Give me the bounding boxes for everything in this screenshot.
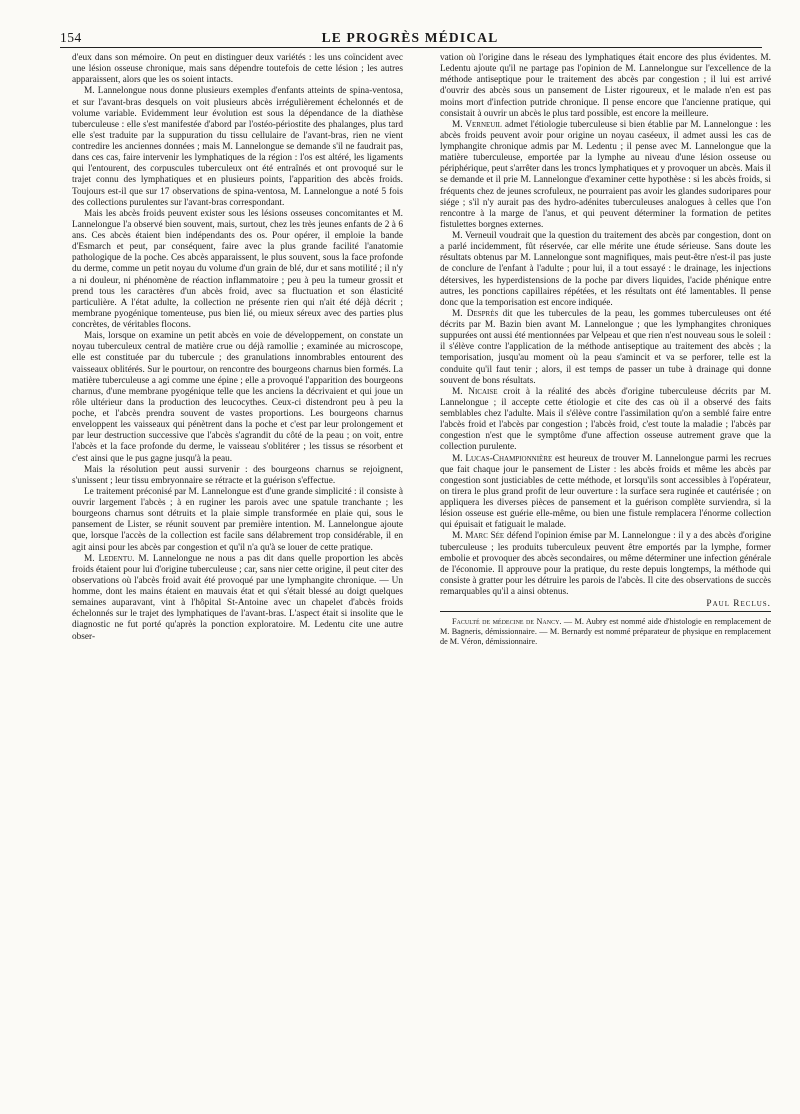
paragraph-p3 (72, 209, 403, 331)
paragraph-r2 (440, 120, 771, 231)
right-column (440, 53, 771, 610)
paragraph-text: Mais, lorsque on examine un petit abcès en voie de développement, on constate un noyau tuberculeux central de matière crue ou déjà ramollie ; examinée au microscope, elle est constituée par du tubercule ; des granulations innombrables entourent des vaisseaux oblitérés. Sur le pourtour, on rencontre des bourgeons charnus bien formés. La matière tuberculeuse a agi comme une épine ; elle a provoqué l'apparition des bourgeons charnus, d'une membrane pyogénique telle que les anciens la décrivaient et qui joue un rôle ultérieur dans la production des leucocythes. Ceux-ci distendront peu à peu la poche, et l'abcès prendra souvent de vastes proportions. Les bourgeons charnus enveloppent les vaisseaux qui pénètrent dans la poche et c'est par leur prolongement et par leur destruction successive que l'abcès s'agrandit du côté de la peau ; on voit, entre l'abcès et la face profonde du derme, le vaisseau s'oblitérer ; les tissus se résorbent et c'est ainsi que le pus gagne jusqu'à la peau. (72, 331, 403, 464)
faculty-notice-paragraph (440, 617, 771, 647)
speaker-name: M. Desprès (452, 308, 499, 319)
paragraph-p7 (72, 554, 403, 643)
speaker-name: M. Marc Sée (452, 531, 505, 542)
paragraph-text: M. Lannelongue nous donne plusieurs exemples d'enfants atteints de spina-ventosa, et sur l'avant-bras desquels on voit plusieurs abcès irrégulièrement échelonnés et de volume variable. Evidemment leur évolution est sous la dépendance de la diathèse tuberculeuse : elle s'est manifestée d'abord par l'ostéo-périostite des phalanges, plus tard elle s'est traduite par la suppuration du tissu cellulaire de l'avant-bras, rien ne vient contredire les anciennes données ; mais M. Lannelongue se demande s'il ne faudrait pas, dans ces cas, faire intervenir les lymphatiques de la région : l'os est altéré, les ligaments qui l'entourent, des corpuscules tuberculeux ont été entraînés et ont provoqué sur le trajet connu des lymphatiques et en plusieurs points, l'apparition des abcès froids. Toujours est-il que sur 17 observations de spina-ventosa, M. Lannelongue a noté 5 fois des collections purulentes sur l'avant-bras correspondant. (72, 86, 403, 208)
paragraph-text: Mais la résolution peut aussi survenir : des bourgeons charnus se rejoignent, s'unissent ; leur tissu embryonnaire se rétracte et la guérison s'effectue. (72, 464, 403, 486)
paragraph-r6 (440, 454, 771, 532)
paragraph-text: dit que les tubercules de la peau, les gommes tuberculeuses ont été décrits par M. Bazin bien avant M. Lannelongue ; que les lymphangites chroniques suppurées ont aussi été mentionnées par Velpeau et que rien n'est nouveau sous le soleil : il s'élève contre l'application de la méthode antiseptique au traitement des abcès ; la temporisation, jusqu'au moment où la peau s'amincit et va se perforer, telle est la conduite qu'il faut tenir ; alors, il est temps de passer un tube à drainage qui donne souvent de bons résultats. (440, 308, 771, 386)
paragraph-p1 (72, 53, 403, 86)
journal-title: LE PROGRÈS MÉDICAL (321, 30, 499, 45)
paragraph-text: est heureux de trouver M. Lannelongue parmi les recrues que fait chaque jour le pansement de Lister : les abcès froids et même les abcès par congestion sont justiciables de cette méthode, et lorsqu'ils sont accessibles à l'opérateur, on tirera le plus grand profit de leur ouverture : la surface sera ruginée et cautérisée ; on appliquera les diverses pièces de pansement et la guérison complète surviendra, si la lésion osseuse est guérie elle-même, ou bien une fistule remplacera l'énorme collection qui épuisait et fatiguait le malade. (440, 453, 771, 531)
paragraph-text: admet l'étiologie tuberculeuse si bien établie par M. Lannelongue : les abcès froids peuvent avoir pour origine un noyau caséeux, il admet aussi les cas de lymphangite chronique admis par M. Ledentu ; il pense avec M. Lannelongue que la matière tuberculeuse, emportée par la lymphe au niveau d'une lésion osseuse ou périphérique, peut s'arrêter dans les troncs lymphatiques et y provoquer un abcès. Mais il se demande et il prie M. Lannelongue d'examiner cette hypothèse : si les abcès froids, si fréquents chez de jeunes scrofuleux, ne pourraient pas avoir les glandes sudoripares pour siége ; s'il n'y aurait pas des hydro-adénites tuberculeuses analogues à celles que l'on rencontre à la marge de l'anus, et qui peuvent déterminer la formation de petites fistulettes borgnes externes. (440, 119, 772, 230)
page-number: 154 (60, 30, 82, 45)
notice-divider (440, 611, 771, 612)
speaker-name: M. Ledentu. (84, 553, 135, 564)
speaker-name: M. Lucas-Championnière (452, 453, 553, 464)
paragraph-r7 (440, 531, 771, 598)
paragraph-r4 (440, 309, 771, 387)
paragraph-text: M. Verneuil voudrait que la question du traitement des abcès par congestion, dont on a parlé incidemment, fût réservée, car elle mérite une étude sérieuse. Sans doute les résultats obtenus par M. Lannelongue sont magnifiques, mais peut-être n'est-il pas juste de conclure de l'enfant à l'adulte ; pour lui, il a tout essayé : le drainage, les injections détersives, les hyperdistensions de la poche par divers liquides, l'acide phénique entre autres, les ponctions capillaires répétées, et les résultats ont été lamentables. Il pense donc que la temporisation est encore indiquée. (440, 231, 771, 308)
paragraph-text: vation où l'origine dans le réseau des lymphatiques était encore des plus évidentes. M. Ledentu ajoute qu'il ne partage pas l'opinion de M. Lannelongue sur l'excellence de la méthode antiseptique pour le traitement des abcès par congestion ; il lui est arrivé d'ouvrir des abcès sous un pansement de Lister rigoureux, et le malade n'en est pas moins mort d'infection putride chronique. Il pense encore que l'ancienne pratique, qui consistait à ouvrir un abcès le plus tard possible, est encore la meilleure. (440, 53, 771, 119)
paragraph-p5 (72, 465, 403, 487)
paragraph-p6 (72, 487, 403, 554)
paragraph-r3 (440, 231, 771, 309)
paragraph-text: défend l'opinion émise par M. Lannelongue : il y a des abcès d'origine tuberculeuse ; les produits tuberculeux peuvent être emportés par la lymphe, former embolie et provoquer des abcès secondaires, ou même déterminer une infection générale de l'économie. Il approuve pour la pratique, du reste depuis longtemps, la méthode qui consiste à gratter pour les détruire les parois de l'abcès. Il cite des observations de succès remarquables qu'il a ainsi obtenus. (440, 531, 771, 597)
paragraph-p2 (72, 86, 403, 208)
header-rule (60, 47, 762, 48)
speaker-name: M. Verneuil (452, 119, 502, 130)
paragraph-p4 (72, 331, 403, 465)
paragraph-text: Le traitement préconisé par M. Lannelongue est d'une grande simplicité : il consiste à ouvrir largement l'abcès ; à en ruginer les parois avec une spatule tranchante ; les bourgeons charnus sont détruits et la plaie simple transformée en plaie qui, sous le pansement de Lister, se réunit souvent par première intention. M. Lannelongue ajoute que, lorsque l'accès de la collection est facile sans délabrement trop considérable, il en agit ainsi pour les abcès par congestion et qu'il n'a qu'à se louer de cette pratique. (72, 486, 403, 553)
paragraph-text: Mais les abcès froids peuvent exister sous les lésions osseuses concomitantes et M. Lannelongue l'a observé bien souvent, mais, surtout, chez les très jeunes enfants de 2 à 6 ans. Ces abcès étaient bien indépendants des os. Pour opérer, il emploie la bande d'Esmarch et peut, par conséquent, faire avec la plus grande facilité l'anatomie pathologique de la poche. Ces abcès apparaissent, le plus souvent, sous la face profonde du derme, comme un petit noyau du volume d'un grain de blé, dur et sans motilité ; il n'y a ni douleur, ni phénomène de réaction inflammatoire ; peu à peu la tumeur grossit et prend tous les caractères d'un abcès froid, avec sa fluctuation et son élasticité particulière. A l'état adulte, la collection ne présente rien qui n'ait été déjà décrit ; membrane pyogénique tomenteuse, pus bien lié, ou mieux séreux avec des parties plus concrètes, de véritables flocons. (72, 208, 403, 330)
faculty-notice-text: — M. Aubry est nommé aide d'histologie en remplacement de M. Bagneris, démissionnaire. — M. Bernardy est nommé préparateur de physique en remplacement de M. Véron, démissionnaire. (440, 617, 771, 646)
paragraph-text: d'eux dans son mémoire. On peut en distinguer deux variétés : les uns coïncident avec une lésion osseuse chronique, mais sans dépendre toutefois de cette lésion ; les autres apparaissent, alors que les os soient intacts. (72, 53, 403, 86)
faculty-notice (440, 617, 771, 647)
author-signature: Paul Reclus. (706, 599, 771, 610)
left-column (72, 53, 403, 643)
paragraph-text: M. Lannelongue ne nous a pas dit dans quelle proportion les abcès froids étaient pour lui d'origine tuberculeuse ; car, sans nier cette origine, il peut citer des observations où l'abcès froid avait été provoqué par une lymphangite chronique. — Un homme, dont les mains étaient en mauvais état et qui s'était blessé au doigt quelques semaines auparavant, vint à l'hôpital St-Antoine avec un chapelet d'abcès froids échelonnés sur le trajet des lymphatiques de l'avant-bras. L'aspect était si insolite que le diagnostic ne fut porté qu'après la ponction exploratoire. M. Ledentu cite une autre obser- (72, 553, 403, 642)
speaker-name: M. Nicaise (452, 386, 498, 397)
paragraph-text: croit à la réalité des abcès d'origine tuberculeuse décrits par M. Lannelongue ; il accepte cette étiologie et cite des cas où il a observé des faits semblables chez l'adulte. Mais il s'élève contre l'assimilation qu'on a semblé faire entre l'abcès froid et l'abcès par congestion ; l'abcès froid, c'est toute la maladie ; l'abcès par congestion n'est que le symptôme d'une affection osseuse autrement grave que la collection purulente. (440, 386, 771, 453)
paragraph-r1 (440, 53, 771, 120)
faculty-notice-heading: Faculté de médecine de Nancy. (452, 617, 562, 626)
page-header (60, 30, 760, 46)
paragraph-r5 (440, 387, 771, 454)
